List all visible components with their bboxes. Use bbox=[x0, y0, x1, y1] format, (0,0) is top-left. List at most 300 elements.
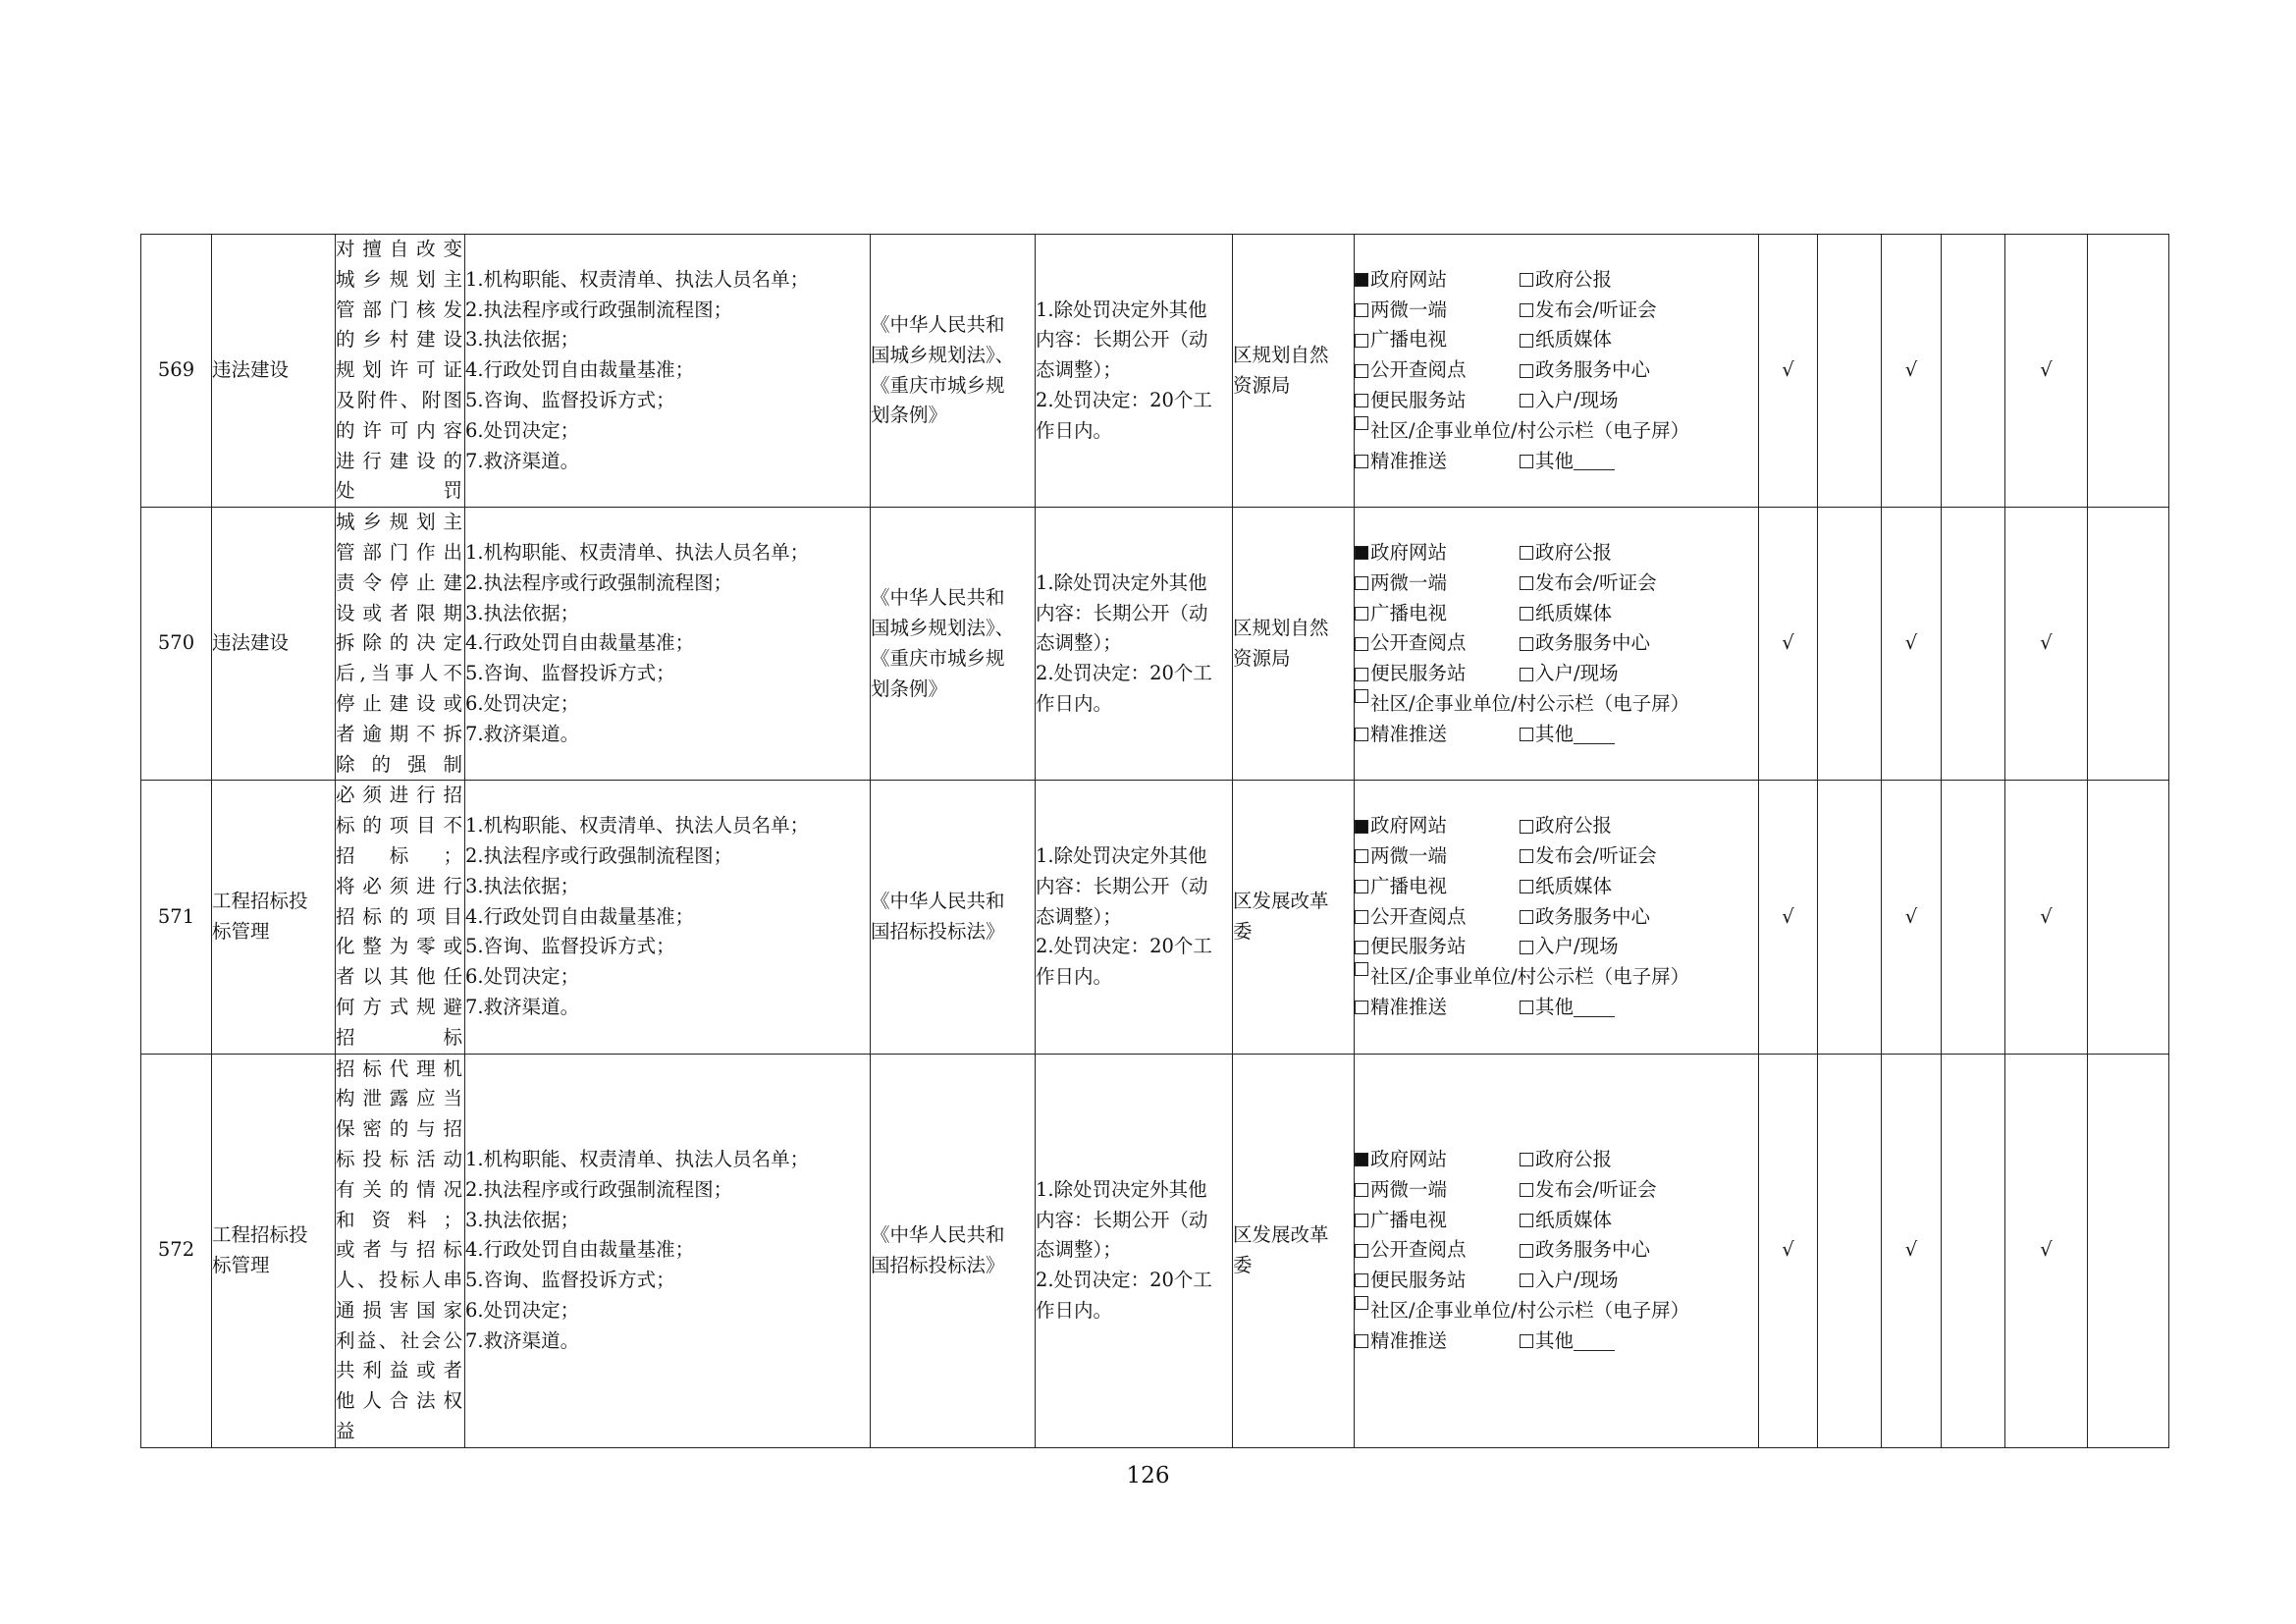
channel-option bbox=[1355, 447, 1520, 477]
empty-mark-cell bbox=[2088, 781, 2169, 1054]
channel-label: 政务服务中心 bbox=[1535, 1238, 1651, 1262]
channel-option bbox=[1520, 932, 1684, 962]
channel-label: 社区/企事业单位/村公示栏（电子屏） bbox=[1370, 965, 1690, 989]
channel-option bbox=[1355, 325, 1520, 355]
channel-label: 入户/现场 bbox=[1535, 935, 1619, 958]
channel-row bbox=[1355, 296, 1758, 326]
table-row bbox=[141, 508, 2169, 781]
text-line: 利益、社会公 bbox=[336, 1328, 464, 1352]
channel-label: 精准推送 bbox=[1370, 995, 1448, 1018]
channel-label: 其他 bbox=[1535, 722, 1575, 745]
channel-row bbox=[1355, 599, 1758, 629]
text-line: 规划许可证 bbox=[336, 358, 464, 382]
text-line: 国招标投标法》 bbox=[871, 1253, 1005, 1276]
channel-label: 两微一端 bbox=[1370, 843, 1448, 867]
table-row bbox=[141, 781, 2169, 1054]
subject-cell bbox=[336, 508, 465, 781]
channel-option bbox=[1355, 993, 1520, 1023]
content-cell bbox=[465, 508, 871, 781]
channel-label: 政府网站 bbox=[1370, 267, 1448, 291]
checked-box-icon bbox=[1355, 273, 1368, 287]
text-line: 区发展改革 bbox=[1233, 890, 1329, 913]
channel-label: 政府网站 bbox=[1370, 814, 1448, 838]
checkmark-cell: √ bbox=[2005, 508, 2088, 781]
channel-label: 发布会/听证会 bbox=[1535, 570, 1657, 594]
text-line: 1.除处罚决定外其他 bbox=[1036, 843, 1207, 867]
empty-mark-cell bbox=[1942, 508, 2005, 781]
text-line: 区发展改革 bbox=[1233, 1222, 1329, 1246]
channel-row bbox=[1355, 325, 1758, 355]
checkbox-icon bbox=[1355, 364, 1368, 378]
text-line: 态调整）； bbox=[1036, 358, 1122, 382]
channel-option bbox=[1520, 1175, 1684, 1206]
channel-option bbox=[1355, 1175, 1520, 1206]
channel-option bbox=[1355, 659, 1520, 689]
text-line: 《中华人民共和 bbox=[871, 586, 1005, 610]
checkbox-icon bbox=[1520, 820, 1533, 834]
checkbox-icon bbox=[1520, 394, 1533, 407]
channel-row bbox=[1355, 447, 1758, 477]
channel-label: 两微一端 bbox=[1370, 298, 1448, 321]
blank-underline bbox=[1574, 452, 1615, 470]
checkbox-icon bbox=[1355, 416, 1368, 430]
channel-option bbox=[1520, 265, 1684, 296]
subject-cell bbox=[336, 1054, 465, 1447]
text-line: 《重庆市城乡规 bbox=[871, 646, 1005, 670]
text-line: 1.机构职能、权责清单、执法人员名单； bbox=[465, 540, 810, 564]
checkbox-icon bbox=[1355, 910, 1368, 924]
text-line: 保密的与招 bbox=[336, 1117, 464, 1141]
text-line: 工程招标投 bbox=[212, 890, 308, 913]
text-line: 态调整）； bbox=[1036, 1238, 1122, 1262]
text-line: 4.行政处罚自由裁量基准； bbox=[465, 358, 695, 382]
channel-option bbox=[1520, 599, 1684, 629]
channel-option bbox=[1520, 325, 1684, 355]
text-line: 内容：长期公开（动 bbox=[1036, 328, 1208, 352]
checkmark-cell: √ bbox=[1882, 508, 1942, 781]
checkbox-icon bbox=[1520, 668, 1533, 681]
channel-option bbox=[1520, 1326, 1684, 1357]
channel-option bbox=[1520, 1206, 1684, 1236]
basis-cell bbox=[871, 508, 1036, 781]
checkbox-icon bbox=[1520, 1153, 1533, 1166]
text-line: 7.救济渠道。 bbox=[465, 995, 580, 1018]
item-name bbox=[212, 1054, 336, 1447]
checkbox-icon bbox=[1520, 910, 1533, 924]
channel-row bbox=[1355, 416, 1758, 447]
text-line: 内容：长期公开（动 bbox=[1036, 1208, 1208, 1231]
channel-option bbox=[1355, 841, 1520, 872]
empty-mark-cell bbox=[1942, 235, 2005, 508]
text-line: 6.处罚决定； bbox=[465, 1298, 580, 1322]
channel-label: 公开查阅点 bbox=[1370, 631, 1467, 655]
text-line: 标管理 bbox=[212, 919, 270, 943]
channel-label: 便民服务站 bbox=[1370, 935, 1467, 958]
text-line: 5.咨询、监督投诉方式； bbox=[465, 1269, 675, 1292]
text-line: 1.除处罚决定外其他 bbox=[1036, 570, 1207, 594]
disclosure-table bbox=[140, 234, 2169, 1448]
channel-label: 发布会/听证会 bbox=[1535, 298, 1657, 321]
checkbox-icon bbox=[1355, 334, 1368, 348]
content-cell bbox=[465, 235, 871, 508]
text-line: 他人合法权 bbox=[336, 1389, 464, 1413]
text-line: 工程招标投 bbox=[212, 1222, 308, 1246]
period-cell bbox=[1036, 1054, 1233, 1447]
channel-option bbox=[1355, 1206, 1520, 1236]
checkbox-icon bbox=[1355, 1183, 1368, 1197]
text-line: 者以其他任 bbox=[336, 965, 464, 989]
checkmark-cell: √ bbox=[1759, 781, 1818, 1054]
text-line: 《中华人民共和 bbox=[871, 1222, 1005, 1246]
channel-option bbox=[1520, 720, 1684, 750]
channel-row bbox=[1355, 1206, 1758, 1236]
checkmark-cell: √ bbox=[2005, 235, 2088, 508]
checkmark-cell: √ bbox=[1882, 235, 1942, 508]
item-name bbox=[212, 508, 336, 781]
channel-label: 政务服务中心 bbox=[1535, 358, 1651, 382]
text-line: 标管理 bbox=[212, 1253, 270, 1276]
channel-label: 便民服务站 bbox=[1370, 662, 1467, 685]
channel-label: 政府网站 bbox=[1370, 540, 1448, 564]
channel-label: 其他 bbox=[1535, 449, 1575, 472]
channel-option bbox=[1520, 993, 1684, 1023]
checked-box-icon bbox=[1355, 1153, 1368, 1166]
text-line: 《中华人民共和 bbox=[871, 890, 1005, 913]
channel-label: 入户/现场 bbox=[1535, 1269, 1619, 1292]
text-line: 3.执法依据； bbox=[465, 328, 580, 352]
channel-row bbox=[1355, 1145, 1758, 1175]
channel-row bbox=[1355, 386, 1758, 416]
channel-label: 便民服务站 bbox=[1370, 1269, 1467, 1292]
text-line: 划条例》 bbox=[871, 677, 948, 700]
channel-option bbox=[1355, 1235, 1520, 1266]
channel-option bbox=[1520, 447, 1684, 477]
channel-option bbox=[1355, 538, 1520, 568]
channel-label: 纸质媒体 bbox=[1535, 1208, 1613, 1231]
text-line: 何方式规避 bbox=[336, 995, 464, 1018]
text-line: 内容：长期公开（动 bbox=[1036, 601, 1208, 624]
text-line: 2.执法程序或行政强制流程图； bbox=[465, 298, 733, 321]
text-line: 构泄露应当 bbox=[336, 1087, 464, 1110]
channel-row bbox=[1355, 659, 1758, 689]
department-cell bbox=[1233, 508, 1355, 781]
checkbox-icon bbox=[1355, 880, 1368, 893]
text-line: 管部门核发 bbox=[336, 298, 464, 321]
empty-mark-cell bbox=[2088, 1054, 2169, 1447]
text-line: 态调整）； bbox=[1036, 631, 1122, 655]
channel-row bbox=[1355, 1235, 1758, 1266]
text-line: 3.执法依据； bbox=[465, 1208, 580, 1231]
checked-box-icon bbox=[1355, 820, 1368, 834]
text-line: 2.执法程序或行政强制流程图； bbox=[465, 570, 733, 594]
text-line: 3.执法依据； bbox=[465, 601, 580, 624]
empty-mark-cell bbox=[2088, 508, 2169, 781]
text-line: 的乡村建设 bbox=[336, 328, 464, 352]
text-line: 6.处罚决定； bbox=[465, 965, 580, 989]
blank-underline bbox=[1574, 1332, 1615, 1351]
checkbox-icon bbox=[1355, 1001, 1368, 1014]
text-line: 有关的情况 bbox=[336, 1177, 464, 1201]
text-line: 共利益或者 bbox=[336, 1359, 464, 1382]
table-row bbox=[141, 235, 2169, 508]
channel-row bbox=[1355, 1296, 1758, 1326]
text-line: 停止建设或 bbox=[336, 691, 464, 715]
period-cell bbox=[1036, 235, 1233, 508]
row-number: 570 bbox=[141, 508, 212, 781]
text-line: 6.处罚决定； bbox=[465, 691, 580, 715]
text-line: 委 bbox=[1233, 1253, 1253, 1276]
text-line: 人、投标人串 bbox=[336, 1269, 464, 1292]
checkmark-cell: √ bbox=[1759, 1054, 1818, 1447]
channels-cell bbox=[1355, 781, 1759, 1054]
channel-label: 政府公报 bbox=[1535, 540, 1613, 564]
empty-mark-cell bbox=[2088, 235, 2169, 508]
text-line: 7.救济渠道。 bbox=[465, 1328, 580, 1352]
channel-label: 政府公报 bbox=[1535, 814, 1613, 838]
text-line: 拆除的决定 bbox=[336, 631, 464, 655]
channel-option bbox=[1355, 1145, 1520, 1175]
checkmark-cell: √ bbox=[1759, 235, 1818, 508]
empty-mark-cell bbox=[1818, 781, 1882, 1054]
basis-cell bbox=[871, 1054, 1036, 1447]
channel-label: 两微一端 bbox=[1370, 570, 1448, 594]
channel-label: 政务服务中心 bbox=[1535, 904, 1651, 928]
checkbox-icon bbox=[1355, 668, 1368, 681]
text-line: 5.咨询、监督投诉方式； bbox=[465, 935, 675, 958]
channel-label: 公开查阅点 bbox=[1370, 1238, 1467, 1262]
text-line: 2.处罚决定：20个工 bbox=[1036, 1269, 1212, 1292]
channel-label: 精准推送 bbox=[1370, 1328, 1448, 1352]
text-line: 违法建设 bbox=[212, 358, 290, 382]
text-line: 及附件、附图 bbox=[336, 388, 464, 411]
checkbox-icon bbox=[1520, 607, 1533, 621]
text-line: 5.咨询、监督投诉方式； bbox=[465, 388, 675, 411]
checkbox-icon bbox=[1520, 1001, 1533, 1014]
channel-label: 其他 bbox=[1535, 1328, 1575, 1352]
text-line: 标投标活动 bbox=[336, 1147, 464, 1170]
row-number: 571 bbox=[141, 781, 212, 1054]
channel-option bbox=[1355, 811, 1520, 841]
channel-option bbox=[1520, 538, 1684, 568]
channels-cell bbox=[1355, 508, 1759, 781]
checkbox-icon bbox=[1520, 1214, 1533, 1227]
text-line: 者逾期不拆 bbox=[336, 722, 464, 745]
checkbox-icon bbox=[1355, 1214, 1368, 1227]
checkbox-icon bbox=[1355, 637, 1368, 651]
channel-option bbox=[1355, 568, 1520, 599]
checkbox-icon bbox=[1520, 941, 1533, 954]
text-line: 2.处罚决定：20个工 bbox=[1036, 935, 1212, 958]
checkbox-icon bbox=[1520, 1183, 1533, 1197]
channel-label: 广播电视 bbox=[1370, 1208, 1448, 1231]
text-line: 1.除处罚决定外其他 bbox=[1036, 1177, 1207, 1201]
channel-label: 广播电视 bbox=[1370, 328, 1448, 352]
checkbox-icon bbox=[1520, 880, 1533, 893]
text-line: 7.救济渠道。 bbox=[465, 449, 580, 472]
checkbox-icon bbox=[1520, 1334, 1533, 1348]
channel-label: 政府公报 bbox=[1535, 1147, 1613, 1170]
content-cell bbox=[465, 1054, 871, 1447]
text-line: 招标的项目 bbox=[336, 904, 464, 928]
subject-cell bbox=[336, 781, 465, 1054]
channel-label: 入户/现场 bbox=[1535, 662, 1619, 685]
empty-mark-cell bbox=[1942, 781, 2005, 1054]
channel-option bbox=[1520, 568, 1684, 599]
checkbox-icon bbox=[1355, 1244, 1368, 1258]
checkbox-icon bbox=[1520, 728, 1533, 741]
channel-option bbox=[1355, 599, 1520, 629]
empty-mark-cell bbox=[1942, 1054, 2005, 1447]
text-line: 内容：长期公开（动 bbox=[1036, 874, 1208, 897]
text-line: 作日内。 bbox=[1036, 691, 1113, 715]
channels-cell bbox=[1355, 1054, 1759, 1447]
page-number: 126 bbox=[1126, 1463, 1170, 1489]
text-line: 《重庆市城乡规 bbox=[871, 373, 1005, 397]
text-line: 除的强制 bbox=[336, 752, 464, 776]
channel-row bbox=[1355, 538, 1758, 568]
checkbox-icon bbox=[1520, 364, 1533, 378]
channel-label: 纸质媒体 bbox=[1535, 328, 1613, 352]
channel-option bbox=[1355, 872, 1520, 902]
period-cell bbox=[1036, 781, 1233, 1054]
row-number: 572 bbox=[141, 1054, 212, 1447]
checkbox-icon bbox=[1520, 637, 1533, 651]
period-cell bbox=[1036, 508, 1233, 781]
channel-option bbox=[1520, 1235, 1684, 1266]
channel-label: 公开查阅点 bbox=[1370, 358, 1467, 382]
text-line: 国城乡规划法》、 bbox=[871, 343, 1015, 366]
checkbox-icon bbox=[1520, 546, 1533, 560]
channel-row bbox=[1355, 1326, 1758, 1357]
channel-label: 便民服务站 bbox=[1370, 388, 1467, 411]
channel-label: 政府公报 bbox=[1535, 267, 1613, 291]
checkmark-cell: √ bbox=[2005, 781, 2088, 1054]
channel-label: 公开查阅点 bbox=[1370, 904, 1467, 928]
checkmark-cell: √ bbox=[1882, 781, 1942, 1054]
channel-option bbox=[1355, 902, 1520, 933]
channel-option bbox=[1520, 628, 1684, 659]
text-line: 的许可内容 bbox=[336, 418, 464, 442]
channel-label: 发布会/听证会 bbox=[1535, 843, 1657, 867]
channel-row bbox=[1355, 962, 1758, 993]
text-line: 设或者限期 bbox=[336, 601, 464, 624]
text-line: 招标； bbox=[336, 843, 464, 867]
channel-row bbox=[1355, 993, 1758, 1023]
text-line: 后,当事人不 bbox=[336, 662, 464, 685]
channel-option bbox=[1520, 902, 1684, 933]
text-line: 《中华人民共和 bbox=[871, 312, 1005, 336]
channel-label: 两微一端 bbox=[1370, 1177, 1448, 1201]
channel-row bbox=[1355, 720, 1758, 750]
channel-label: 社区/企事业单位/村公示栏（电子屏） bbox=[1370, 1298, 1690, 1322]
empty-mark-cell bbox=[1818, 235, 1882, 508]
channel-option bbox=[1520, 355, 1684, 386]
text-line: 7.救济渠道。 bbox=[465, 722, 580, 745]
text-line: 化整为零或 bbox=[336, 935, 464, 958]
text-line: 5.咨询、监督投诉方式； bbox=[465, 662, 675, 685]
channels-cell bbox=[1355, 235, 1759, 508]
checkmark-cell: √ bbox=[1759, 508, 1818, 781]
item-name bbox=[212, 235, 336, 508]
text-line: 6.处罚决定； bbox=[465, 418, 580, 442]
channel-label: 其他 bbox=[1535, 995, 1575, 1018]
table-row bbox=[141, 1054, 2169, 1447]
checkbox-icon bbox=[1355, 1334, 1368, 1348]
channel-option bbox=[1520, 811, 1684, 841]
channel-label: 精准推送 bbox=[1370, 722, 1448, 745]
text-line: 处罚 bbox=[336, 479, 464, 503]
channel-label: 纸质媒体 bbox=[1535, 874, 1613, 897]
checkmark-cell: √ bbox=[1882, 1054, 1942, 1447]
checkbox-icon bbox=[1355, 689, 1368, 703]
text-line: 违法建设 bbox=[212, 631, 290, 655]
channel-label: 纸质媒体 bbox=[1535, 601, 1613, 624]
checkbox-icon bbox=[1355, 962, 1368, 976]
channel-row bbox=[1355, 811, 1758, 841]
channel-label: 社区/企事业单位/村公示栏（电子屏） bbox=[1370, 691, 1690, 715]
text-line: 通损害国家 bbox=[336, 1298, 464, 1322]
blank-underline bbox=[1574, 726, 1615, 744]
basis-cell bbox=[871, 781, 1036, 1054]
text-line: 4.行政处罚自由裁量基准； bbox=[465, 631, 695, 655]
text-line: 划条例》 bbox=[871, 404, 948, 427]
department-cell bbox=[1233, 781, 1355, 1054]
text-line: 区规划自然 bbox=[1233, 616, 1329, 639]
text-line: 资源局 bbox=[1233, 373, 1291, 397]
checked-box-icon bbox=[1355, 546, 1368, 560]
empty-mark-cell bbox=[1818, 508, 1882, 781]
text-line: 1.除处罚决定外其他 bbox=[1036, 298, 1207, 321]
text-line: 将必须进行 bbox=[336, 874, 464, 897]
text-line: 作日内。 bbox=[1036, 1298, 1113, 1322]
content-cell bbox=[465, 781, 871, 1054]
text-line: 资源局 bbox=[1233, 646, 1291, 670]
subject-cell bbox=[336, 235, 465, 508]
text-line: 进行建设的 bbox=[336, 449, 464, 472]
item-name bbox=[212, 781, 336, 1054]
channel-option bbox=[1520, 386, 1684, 416]
text-line: 益 bbox=[336, 1420, 357, 1443]
channel-label: 入户/现场 bbox=[1535, 388, 1619, 411]
checkbox-icon bbox=[1520, 576, 1533, 590]
channel-row bbox=[1355, 841, 1758, 872]
channel-row bbox=[1355, 1266, 1758, 1296]
channel-label: 精准推送 bbox=[1370, 449, 1448, 472]
text-line: 2.处罚决定：20个工 bbox=[1036, 388, 1212, 411]
channel-row bbox=[1355, 902, 1758, 933]
channel-row bbox=[1355, 689, 1758, 720]
channel-label: 政务服务中心 bbox=[1535, 631, 1651, 655]
checkbox-icon bbox=[1520, 334, 1533, 348]
text-line: 对擅自改变 bbox=[336, 238, 464, 260]
text-line: 委 bbox=[1233, 919, 1253, 943]
text-line: 招标 bbox=[336, 1025, 464, 1049]
checkmark-cell: √ bbox=[2005, 1054, 2088, 1447]
channel-option bbox=[1355, 720, 1520, 750]
text-line: 1.机构职能、权责清单、执法人员名单； bbox=[465, 267, 810, 291]
basis-cell bbox=[871, 235, 1036, 508]
checkbox-icon bbox=[1520, 455, 1533, 468]
channel-label: 广播电视 bbox=[1370, 601, 1448, 624]
checkbox-icon bbox=[1355, 394, 1368, 407]
channel-row bbox=[1355, 932, 1758, 962]
text-line: 2.执法程序或行政强制流程图； bbox=[465, 843, 733, 867]
text-line: 标的项目不 bbox=[336, 814, 464, 838]
channel-row bbox=[1355, 1175, 1758, 1206]
channel-option bbox=[1355, 628, 1520, 659]
channel-option bbox=[1355, 1326, 1520, 1357]
channel-row bbox=[1355, 872, 1758, 902]
